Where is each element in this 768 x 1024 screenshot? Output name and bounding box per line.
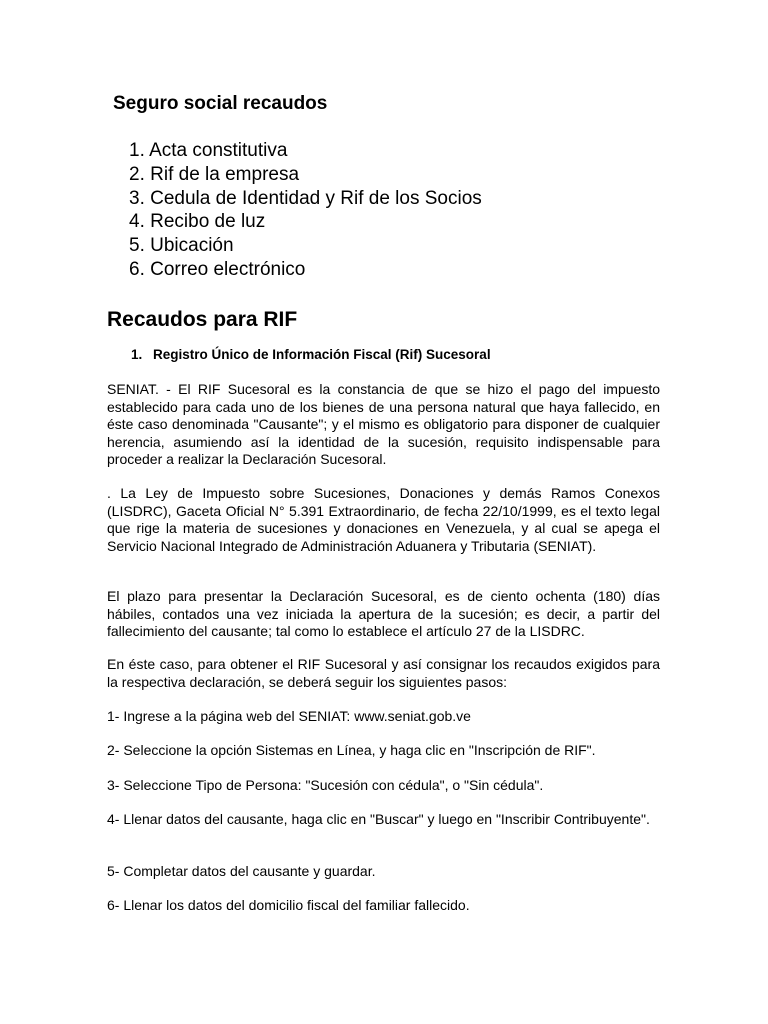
step-item: 6- Llenar los datos del domicilio fiscal del familiar fallecido. [107,897,470,913]
paragraph: SENIAT. - El RIF Sucesoral es la constancia de que se hizo el pago del impuesto establecido para cada uno de los bienes de una persona natural que haya fallecido, en éste caso denominada "Causante"; y el mismo es obligatorio para disponer de cualquier herencia, asumiendo así la identidad de la sucesión, requisito indispensable para proceder a realizar la Declaración Sucesoral. [107,381,660,467]
section-title-recaudos-rif: Recaudos para RIF [107,308,298,331]
paragraph: En éste caso, para obtener el RIF Sucesoral y así consignar los recaudos exigidos para la respectiva declaración, se deberá seguir los siguientes pasos: [107,656,660,690]
subheading-text: Registro Único de Información Fiscal (Rif) Sucesoral [153,347,491,362]
requirements-list [129,139,482,282]
paragraph: El plazo para presentar la Declaración Sucesoral, es de ciento ochenta (180) días hábiles, contados una vez iniciada la apertura de la sucesión; es decir, a partir del fallecimiento del causante; tal como lo establece el artículo 27 de la LISDRC. [107,588,660,639]
list-item: 3. Cedula de Identidad y Rif de los Socios [129,187,482,209]
subheading-rif-sucesoral [131,346,491,364]
list-item: 6. Correo electrónico [129,258,306,280]
list-item: 5. Ubicación [129,235,234,257]
step-item: 2- Seleccione la opción Sistemas en Línea, y haga clic en "Inscripción de RIF". [107,742,596,758]
section-title-seguro-social: Seguro social recaudos [113,93,328,114]
list-item: 4. Recibo de luz [129,211,266,233]
subheading-number: 1. [131,347,143,362]
paragraph: . La Ley de Impuesto sobre Sucesiones, Donaciones y demás Ramos Conexos (LISDRC), Gaceta Oficial N° 5.391 Extraordinario, de fecha 22/10/1999, es el texto legal que rige la materia de sucesiones y donaciones en Venezuela, y al cual se apega el Servicio Nacional Integrado de Administración Aduanera y Tributaria (SENIAT). [107,485,660,554]
step-item: 5- Completar datos del causante y guardar. [107,863,376,879]
list-item: 2. Rif de la empresa [129,163,300,185]
list-item: 1. Acta constitutiva [129,140,288,161]
step-item: 3- Seleccione Tipo de Persona: "Sucesión con cédula", o "Sin cédula". [107,777,544,793]
step-item: 4- Llenar datos del causante, haga clic en "Buscar" y luego en "Inscribir Contribuyente". [107,811,650,827]
step-item: 1- Ingrese a la página web del SENIAT: www.seniat.gob.ve [107,708,471,724]
